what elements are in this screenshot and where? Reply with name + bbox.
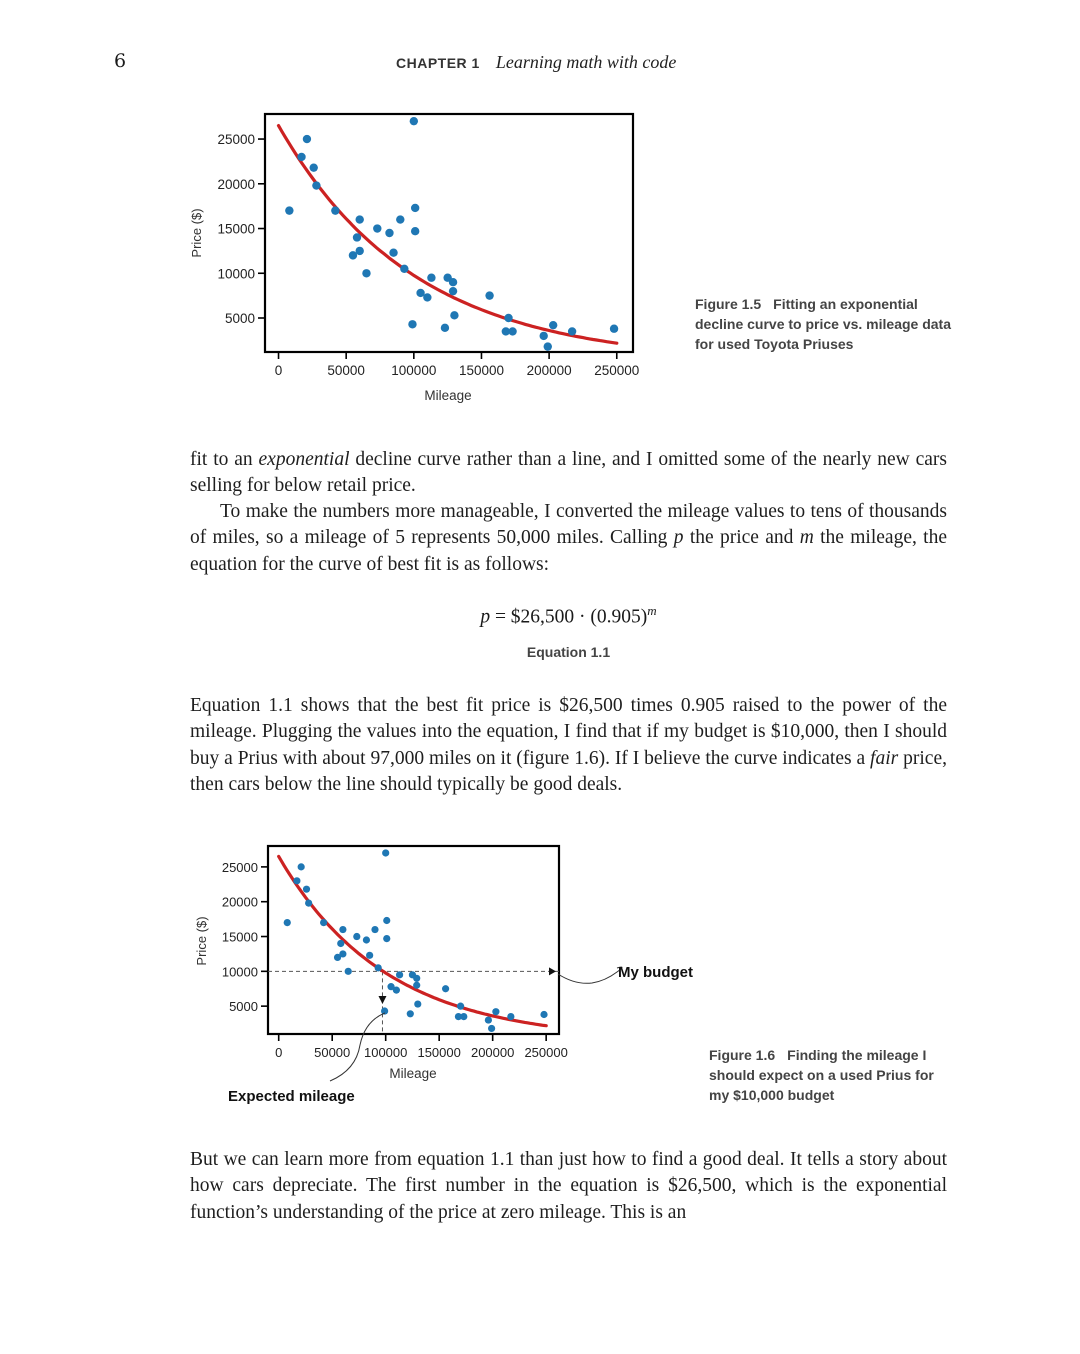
data-point bbox=[371, 926, 378, 933]
data-point bbox=[366, 952, 373, 959]
data-point bbox=[375, 964, 382, 971]
paragraph-2: To make the numbers more manageable, I converted the mileage values to tens of thousands of miles, so a mileage of 5 represents 50,000 miles. Calling p the price and m the mileage, the equation for the curve of best fit is as follows: bbox=[190, 501, 947, 575]
data-point bbox=[303, 886, 310, 893]
x-tick-label: 250000 bbox=[524, 1045, 568, 1060]
data-point bbox=[549, 321, 557, 329]
data-point bbox=[407, 1010, 414, 1017]
y-tick-label: 15000 bbox=[221, 929, 258, 945]
data-point bbox=[485, 291, 493, 299]
paragraph-4: But we can learn more from equation 1.1 than just how to find a good deal. It tells a story about how cars depreciate. The first number in the equation is $26,500, which is the exponential function’s understanding of the price at zero mileage. This is an bbox=[190, 1149, 947, 1223]
figure-1-5-chart bbox=[180, 105, 650, 410]
data-point bbox=[508, 327, 516, 335]
figure-1-5-caption bbox=[695, 294, 955, 354]
data-point bbox=[339, 926, 346, 933]
data-point bbox=[310, 163, 318, 171]
x-tick-label: 200000 bbox=[526, 363, 572, 378]
y-tick-label: 10000 bbox=[221, 964, 258, 980]
figure-1-6-label: Figure 1.6 bbox=[709, 1047, 776, 1063]
figure-1-5-caption-text: Fitting an exponential decline curve to price vs. mileage data for used Toyota Priuses bbox=[695, 296, 951, 352]
equation-p: p bbox=[480, 606, 491, 628]
data-point bbox=[353, 233, 361, 241]
data-point bbox=[414, 1000, 421, 1007]
paragraph-3: Equation 1.1 shows that the best fit price is $26,500 times 0.905 raised to the power of the mileage. Plugging the values into the equation, I find that if my budget is $10,000, then I should buy a Prius with about 97,000 miles on it (figure 1.6). If I believe the curve indicates a fair price, then cars below the line should typically be good deals. bbox=[190, 695, 947, 795]
data-point bbox=[382, 849, 389, 856]
data-point bbox=[400, 265, 408, 273]
data-point bbox=[385, 229, 393, 237]
emphasis-exponential: exponential bbox=[258, 449, 350, 470]
data-point bbox=[441, 324, 449, 332]
data-point bbox=[410, 117, 418, 125]
data-point bbox=[284, 919, 291, 926]
data-point bbox=[312, 181, 320, 189]
data-point bbox=[540, 332, 548, 340]
data-point bbox=[393, 987, 400, 994]
x-axis-label: Mileage bbox=[424, 388, 472, 403]
y-tick-label: 5000 bbox=[229, 999, 258, 1015]
x-tick-label: 100000 bbox=[363, 1045, 408, 1060]
data-point bbox=[423, 293, 431, 301]
data-point bbox=[356, 215, 364, 223]
data-point bbox=[337, 940, 344, 947]
data-point bbox=[413, 975, 420, 982]
data-point bbox=[460, 1013, 467, 1020]
data-point bbox=[353, 933, 360, 940]
equation-rhs: = $26,500 · (0.905) bbox=[490, 606, 648, 628]
figure-1-6-caption bbox=[709, 1045, 954, 1105]
equation-label: Equation 1.1 bbox=[526, 644, 611, 660]
data-point bbox=[408, 320, 416, 328]
data-point bbox=[413, 982, 420, 989]
data-point bbox=[485, 1016, 492, 1023]
x-tick-label: 50000 bbox=[327, 363, 365, 378]
data-point bbox=[331, 206, 339, 214]
y-tick-label: 15000 bbox=[217, 221, 255, 237]
plot-frame bbox=[265, 114, 633, 352]
data-point bbox=[389, 248, 397, 256]
data-point bbox=[298, 863, 305, 870]
data-point bbox=[356, 247, 364, 255]
data-point bbox=[610, 325, 618, 333]
chapter-title: Learning math with code bbox=[495, 52, 677, 72]
data-point bbox=[449, 287, 457, 295]
page-number: 6 bbox=[114, 50, 127, 72]
figure-1-6-caption-text: Finding the mileage I should expect on a used Prius for my $10,000 budget bbox=[709, 1047, 934, 1103]
plot-frame bbox=[268, 846, 559, 1034]
data-point bbox=[383, 935, 390, 942]
figure-1-6-chart bbox=[180, 835, 710, 1115]
data-point bbox=[544, 342, 552, 350]
data-point bbox=[303, 135, 311, 143]
data-point bbox=[488, 1025, 495, 1032]
data-point bbox=[363, 936, 370, 943]
data-point bbox=[450, 311, 458, 319]
y-tick-label: 25000 bbox=[217, 132, 255, 148]
mileage-arrowhead bbox=[378, 996, 386, 1004]
figure-1-5-label: Figure 1.5 bbox=[695, 296, 762, 312]
data-point bbox=[411, 227, 419, 235]
x-axis-label: Mileage bbox=[389, 1066, 437, 1081]
data-point bbox=[457, 1003, 464, 1010]
variable-p: p bbox=[673, 527, 684, 549]
x-tick-label: 250000 bbox=[594, 363, 640, 378]
data-point bbox=[320, 919, 327, 926]
data-point bbox=[373, 224, 381, 232]
data-point bbox=[568, 327, 576, 335]
x-tick-label: 0 bbox=[274, 363, 283, 378]
equation-1-1 bbox=[190, 603, 947, 629]
equation-exponent: m bbox=[647, 603, 657, 618]
data-point bbox=[305, 899, 312, 906]
data-point bbox=[285, 206, 293, 214]
data-point bbox=[540, 1011, 547, 1018]
x-tick-label: 50000 bbox=[314, 1045, 351, 1060]
x-tick-label: 200000 bbox=[470, 1045, 515, 1060]
emphasis-fair: fair bbox=[870, 747, 899, 769]
running-head bbox=[396, 52, 676, 73]
data-point bbox=[396, 971, 403, 978]
data-point bbox=[345, 968, 352, 975]
data-point bbox=[383, 917, 390, 924]
data-point bbox=[442, 985, 449, 992]
budget-callout-line bbox=[558, 967, 622, 983]
my-budget-annotation: My budget bbox=[618, 964, 693, 981]
y-tick-label: 20000 bbox=[217, 176, 255, 192]
data-point bbox=[507, 1013, 514, 1020]
data-point bbox=[297, 153, 305, 161]
expected-mileage-annotation: Expected mileage bbox=[228, 1088, 355, 1105]
chapter-label: CHAPTER 1 bbox=[396, 55, 480, 71]
fit-curve bbox=[279, 856, 547, 1025]
data-point bbox=[449, 278, 457, 286]
y-tick-label: 5000 bbox=[224, 311, 255, 326]
x-tick-label: 100000 bbox=[391, 363, 437, 378]
x-tick-label: 150000 bbox=[458, 363, 505, 378]
fit-curve bbox=[279, 126, 617, 344]
data-point bbox=[427, 274, 435, 282]
variable-m: m bbox=[799, 527, 814, 549]
y-tick-label: 25000 bbox=[221, 859, 258, 875]
data-point bbox=[504, 314, 512, 322]
data-point bbox=[396, 215, 404, 223]
data-point bbox=[411, 204, 419, 212]
y-axis-label: Price ($) bbox=[194, 916, 209, 966]
data-point bbox=[293, 877, 300, 884]
x-tick-label: 150000 bbox=[417, 1045, 461, 1060]
y-tick-label: 10000 bbox=[217, 266, 255, 282]
y-axis-label: Price ($) bbox=[189, 208, 204, 258]
budget-callout-connector bbox=[558, 966, 619, 983]
y-tick-label: 20000 bbox=[221, 894, 258, 910]
data-point bbox=[492, 1008, 499, 1015]
budget-arrowhead bbox=[549, 967, 556, 975]
paragraph-1: fit to an exponential decline curve rather than a line, and I omitted some of the nearly new cars selling for below retail price. bbox=[190, 449, 947, 497]
data-point bbox=[339, 950, 346, 957]
x-tick-label: 0 bbox=[275, 1045, 283, 1060]
data-point bbox=[362, 269, 370, 277]
